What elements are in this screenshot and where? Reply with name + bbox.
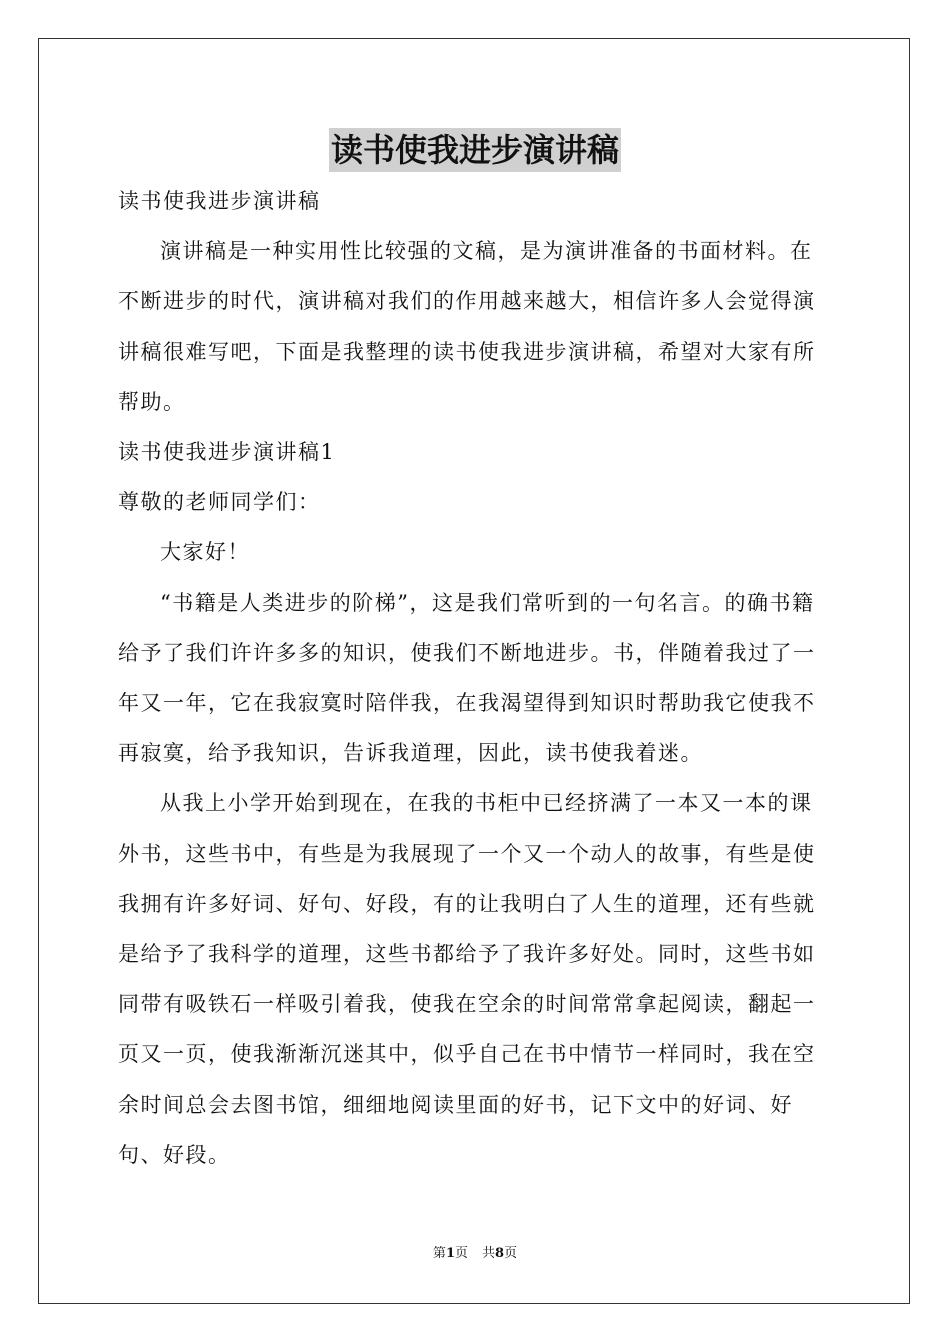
page-suffix: 页 [454, 1246, 468, 1261]
paragraph-section-heading: 读书使我进步演讲稿1 [118, 440, 336, 465]
total-suffix: 页 [504, 1246, 518, 1261]
page-total: 8 [495, 1246, 505, 1261]
paragraph-body-2: 从我上小学开始到现在，在我的书柜中已经挤满了一本又一本的课外书，这些书中，有些是为我展现了一个又一个动人的故事，有些是使我拥有许多好词、好句、好段，有的让我明白了人生的道理，还有些就是给予了我科学的道理，这些书都给予了我许多好处。同时，这些书如同带有吸铁石一样吸引着我，使我在空余的时间常常拿起阅读，翻起一页又一页，使我渐渐沉迷其中，似乎自己在书中情节一样同时，我在空余时间总会去图书馆，细细地阅读里面的好书，记下文中的好词、好句、好段。 [118, 791, 816, 1167]
paragraph-greeting: 大家好！ [160, 540, 250, 565]
paragraph-subtitle: 读书使我进步演讲稿 [118, 189, 321, 213]
page-prefix: 第 [432, 1246, 446, 1261]
document-title-wrapper [0, 128, 950, 172]
page-current: 1 [445, 1246, 455, 1261]
paragraph-salutation: 尊敬的老师同学们： [118, 490, 321, 515]
document-title: 读书使我进步演讲稿 [329, 128, 621, 172]
document-body [118, 176, 834, 1180]
paragraph-body-1: “书籍是人类进步的阶梯”，这是我们常听到的一句名言。的确书籍给予了我们许许多多的知识，使我们不断地进步。书，伴随着我过了一年又一年，它在我寂寞时陪伴我，在我渴望得到知识时帮助我它使我不再寂寞，给予我知识，告诉我道理，因此，读书使我着迷。 [118, 590, 816, 766]
paragraph-intro: 演讲稿是一种实用性比较强的文稿，是为演讲准备的书面材料。在不断进步的时代，演讲稿对我们的作用越来越大，相信许多人会觉得演讲稿很难写吧，下面是我整理的读书使我进步演讲稿，希望对大家有所帮助。 [118, 239, 816, 414]
total-prefix: 共 [482, 1246, 496, 1261]
page-footer [0, 1245, 950, 1263]
